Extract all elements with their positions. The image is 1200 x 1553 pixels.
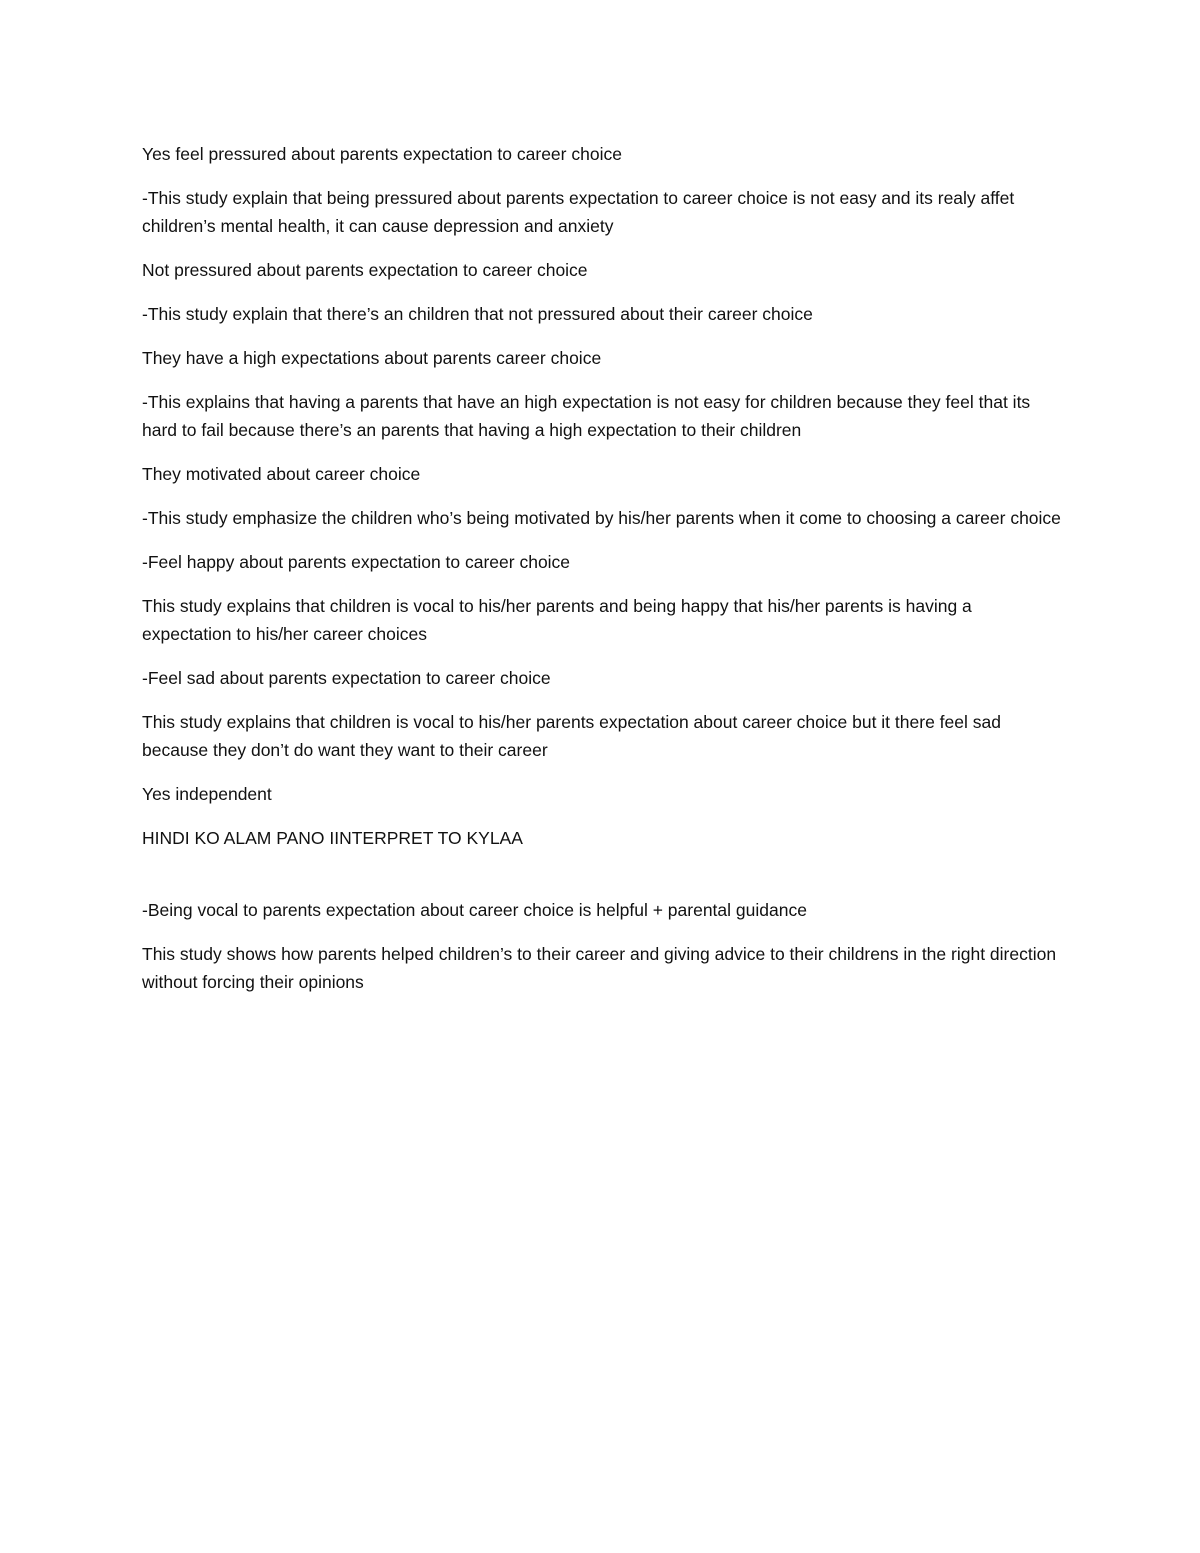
heading-high-expectations: They have a high expectations about parents career choice [142, 348, 602, 368]
heading-motivated: They motivated about career choice [142, 464, 421, 484]
heading-feel-happy: -Feel happy about parents expectation to career choice [142, 552, 571, 572]
paragraph-feel-happy-explanation: This study explains that children is vocal to his/her parents and being happy that his/her parents is having a expectation to his/her career choices [142, 596, 972, 644]
heading-not-pressured: Not pressured about parents expectation to career choice [142, 260, 588, 280]
paragraph-not-pressured-explanation: -This study explain that there’s an children that not pressured about their career choice [142, 304, 813, 324]
paragraph-motivated-explanation: -This study emphasize the children who’s being motivated by his/her parents when it come to choosing a career choice [142, 508, 1061, 528]
paragraph-being-vocal-explanation: This study shows how parents helped children’s to their career and giving advice to their childrens in the right direction without forcing their opinions [142, 944, 1057, 992]
heading-feel-sad: -Feel sad about parents expectation to career choice [142, 668, 551, 688]
heading-independent: Yes independent [142, 784, 272, 804]
paragraph-pressured-explanation: -This study explain that being pressured about parents expectation to career choice is not easy and its realy affet children’s mental health, it can cause depression and anxiety [142, 188, 1015, 236]
note-uppercase: HINDI KO ALAM PANO IINTERPRET TO KYLAA [142, 828, 523, 848]
paragraph-high-expectations-explanation: -This explains that having a parents that have an high expectation is not easy for children because they feel that its hard to fail because there’s an parents that having a high expectation to their children [142, 392, 1031, 440]
heading-being-vocal: -Being vocal to parents expectation about career choice is helpful + parental guidance [142, 900, 807, 920]
document-body [142, 140, 1062, 1012]
heading-pressured: Yes feel pressured about parents expectation to career choice [142, 144, 622, 164]
paragraph-feel-sad-explanation: This study explains that children is vocal to his/her parents expectation about career choice but it there feel sad because they don’t do want they want to their career [142, 712, 1001, 760]
